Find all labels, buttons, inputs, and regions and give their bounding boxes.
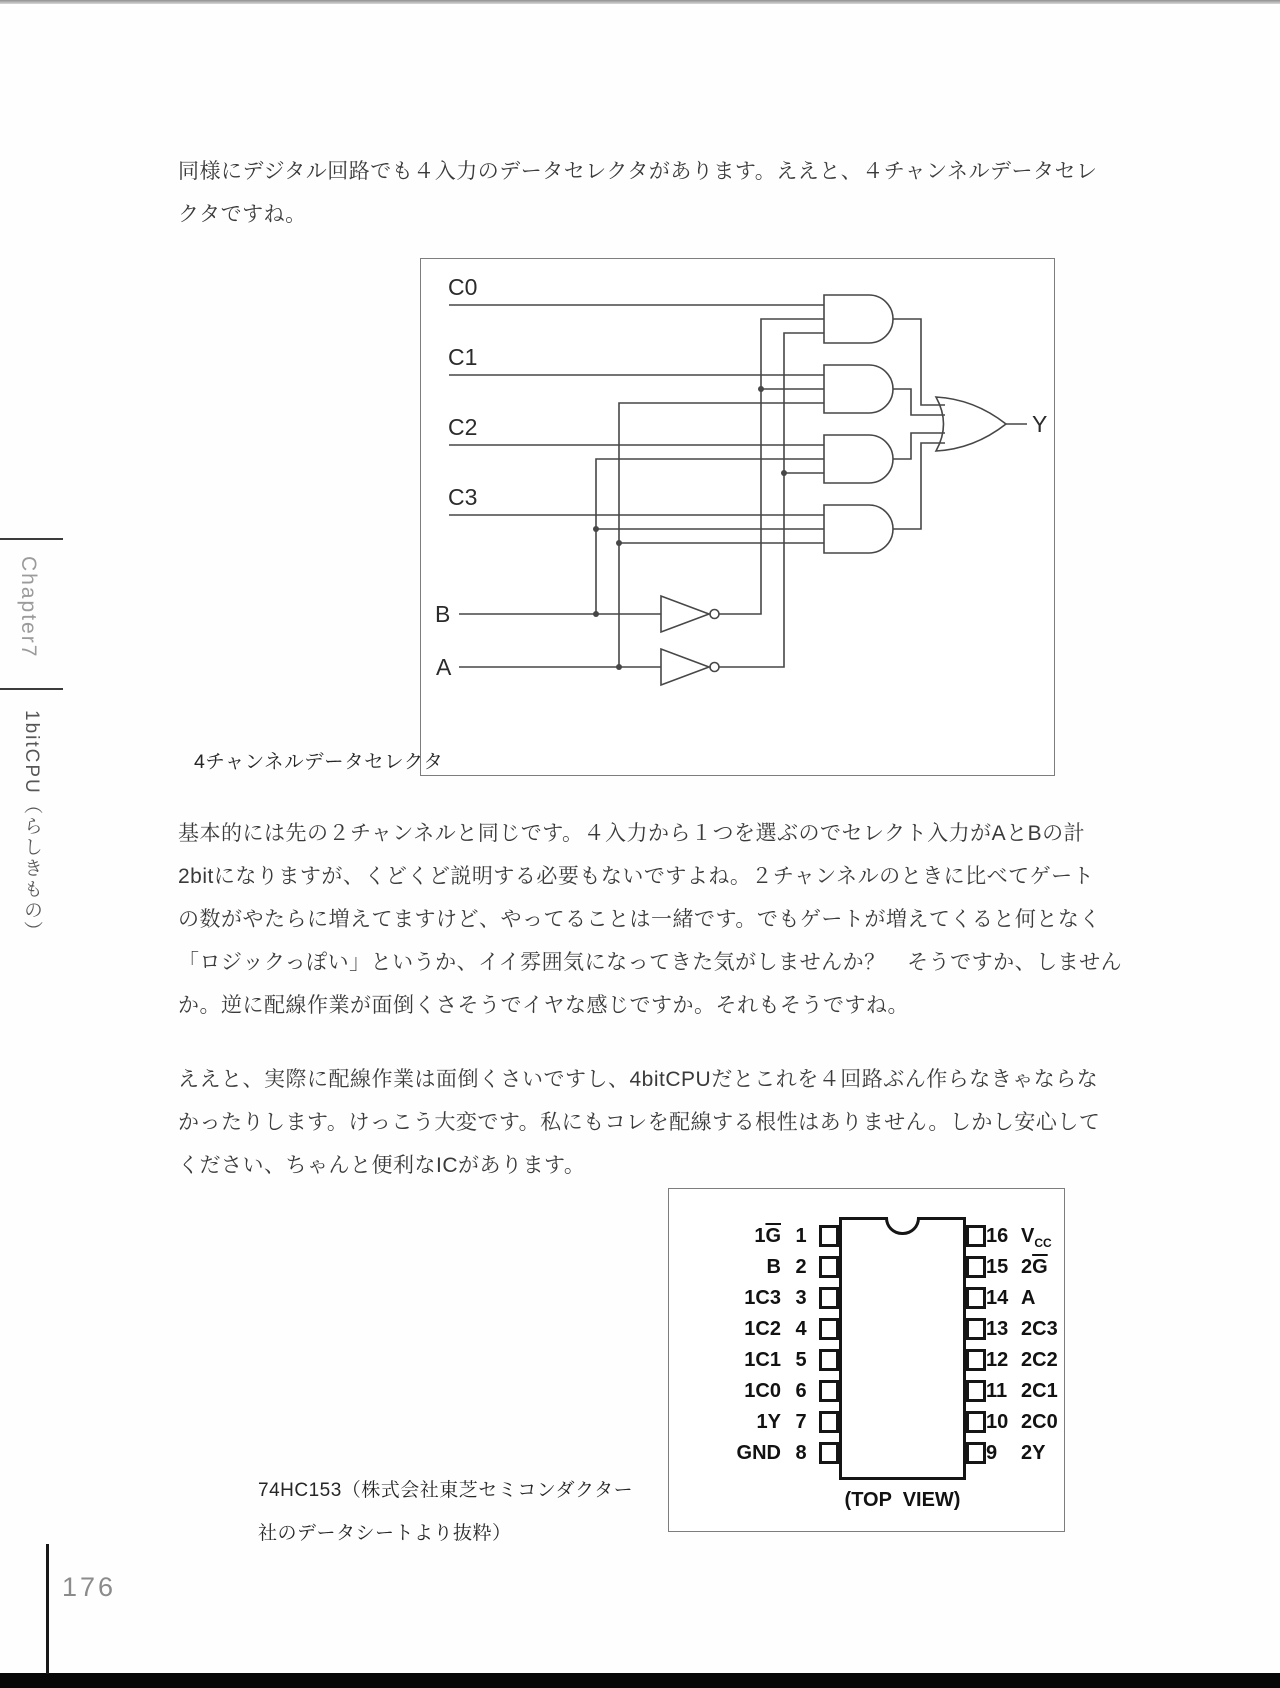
text-line: 「ロジックっぽい」というか、イイ雰囲気になってきた気がしませんか？ そうですか、しません [178,951,1123,974]
ic-pin-square [966,1411,986,1433]
page-number-rule [46,1544,49,1674]
text-line: ください、ちゃんと便利なICがあります。 [178,1154,586,1177]
selector-circuit-figure [420,258,1055,776]
ic-pin-label: 1C2 [744,1318,781,1340]
page-number: 176 [62,1572,117,1602]
label-c2: C2 [448,414,478,440]
ic-pin-number: 4 [795,1318,807,1340]
ic-pin-number: 14 [986,1287,1009,1309]
paragraph-2 [178,812,1123,1027]
ic-pin-square [966,1256,986,1278]
top-scan-edge [0,0,1280,4]
ic-pin-square [819,1349,839,1371]
ic-pin-square [819,1225,839,1247]
paragraph-3 [178,1058,1101,1187]
text-line: クタですね。 [178,203,307,226]
sidebar-chapter: Chapter7 [17,556,40,659]
sidebar-rule-bottom [0,688,63,690]
text-line: か。逆に配線作業が面倒くさそうでイヤな感じですか。それもそうですね。 [178,994,909,1017]
ic-pin-square [819,1318,839,1340]
ic-pin-square [966,1380,986,1402]
ic-pin-square [819,1411,839,1433]
ic-pin-number: 2 [795,1256,807,1278]
ic-pin-number: 1 [795,1225,807,1247]
ic-figure [668,1188,1065,1532]
sidebar-rule-top [0,538,63,540]
ic-pin-label: $2\overline{G}$ [1021,1256,1048,1278]
ic-pin-label: A [1021,1287,1036,1309]
selector-circuit-svg [421,259,1054,775]
ic-pin-label: 2C0 [1021,1411,1058,1433]
ic-pin-square [966,1287,986,1309]
ic-pin-square [819,1256,839,1278]
ic-pin-label: 1C3 [744,1287,781,1309]
ic-pin-square [819,1442,839,1464]
ic-pin-label: 1C0 [744,1380,781,1402]
ic-pin-number: 16 [986,1225,1009,1247]
ic-pin-number: 11 [986,1380,1008,1402]
text-line: ええと、実際に配線作業は面倒くさいですし、4bitCPUだとこれを４回路ぶん作らなきゃならな [178,1068,1099,1091]
sidebar-title: 1bitCPU（らしきもの） [21,710,42,942]
ic-pin-square [966,1225,986,1247]
paragraph-1 [178,150,1098,236]
ic-pin-number: 7 [795,1411,807,1433]
label-c3: C3 [448,484,478,510]
ic-pin-label: GND [736,1442,781,1464]
ic-pin-square [966,1442,986,1464]
text-line: 2bitになりますが、くどくど説明する必要もないですよね。２チャンネルのときに比べてゲート [178,865,1095,888]
ic-pin-number: 5 [795,1349,807,1371]
label-a: A [436,654,452,680]
label-c1: C1 [448,344,478,370]
ic-pin-number: 9 [986,1442,998,1464]
selector-circuit-caption: 4チャンネルデータセレクタ [194,751,444,773]
text-line: 基本的には先の２チャンネルと同じです。４入力から１つを選ぶのでセレクト入力がAとBの計 [178,822,1086,845]
ic-pin-label: B [766,1256,781,1278]
ic-caption [258,1477,633,1563]
ic-pin-label: 1Y [756,1411,781,1433]
ic-pin-square [966,1318,986,1340]
bottom-scan-bar [0,1673,1280,1688]
ic-pin-square [966,1349,986,1371]
ic-pin-label: 2C2 [1021,1349,1058,1371]
ic-pin-label: $1\overline{G}$ [754,1225,781,1247]
ic-pin-number: 12 [986,1349,1009,1371]
ic-pin-label: $V_{CC}$ [1021,1225,1052,1250]
ic-pin-label: 2C3 [1021,1318,1058,1340]
text-line: の数がやたらに増えてますけど、やってることは一緒です。でもゲートが増えてくると何となく [178,908,1101,931]
ic-pin-number: 8 [795,1442,807,1464]
ic-body [839,1217,966,1480]
ic-pin-label: 2C1 [1021,1380,1058,1402]
ic-pin-label: 2Y [1021,1442,1046,1464]
ic-pin-number: 3 [795,1287,807,1309]
ic-pin-label: 1C1 [744,1349,781,1371]
label-b: B [435,601,451,627]
text-line: 社のデータシートより抜粋） [258,1523,512,1544]
text-line: 74HC153（株式会社東芝セミコンダクター [258,1480,634,1501]
label-c0: C0 [448,274,478,300]
ic-pin-square [819,1287,839,1309]
ic-pin-number: 10 [986,1411,1009,1433]
ic-pin-number: 15 [986,1256,1009,1278]
ic-pin-number: 6 [795,1380,807,1402]
text-line: 同様にデジタル回路でも４入力のデータセレクタがあります。ええと、４チャンネルデータセレ [178,160,1098,183]
ic-top-view-label: (TOP VIEW) [844,1489,961,1511]
ic-pin-number: 13 [986,1318,1009,1340]
text-line: かったりします。けっこう大変です。私にもコレを配線する根性はありません。しかし安心して [178,1111,1101,1134]
ic-pin-square [819,1380,839,1402]
label-y: Y [1032,411,1048,437]
